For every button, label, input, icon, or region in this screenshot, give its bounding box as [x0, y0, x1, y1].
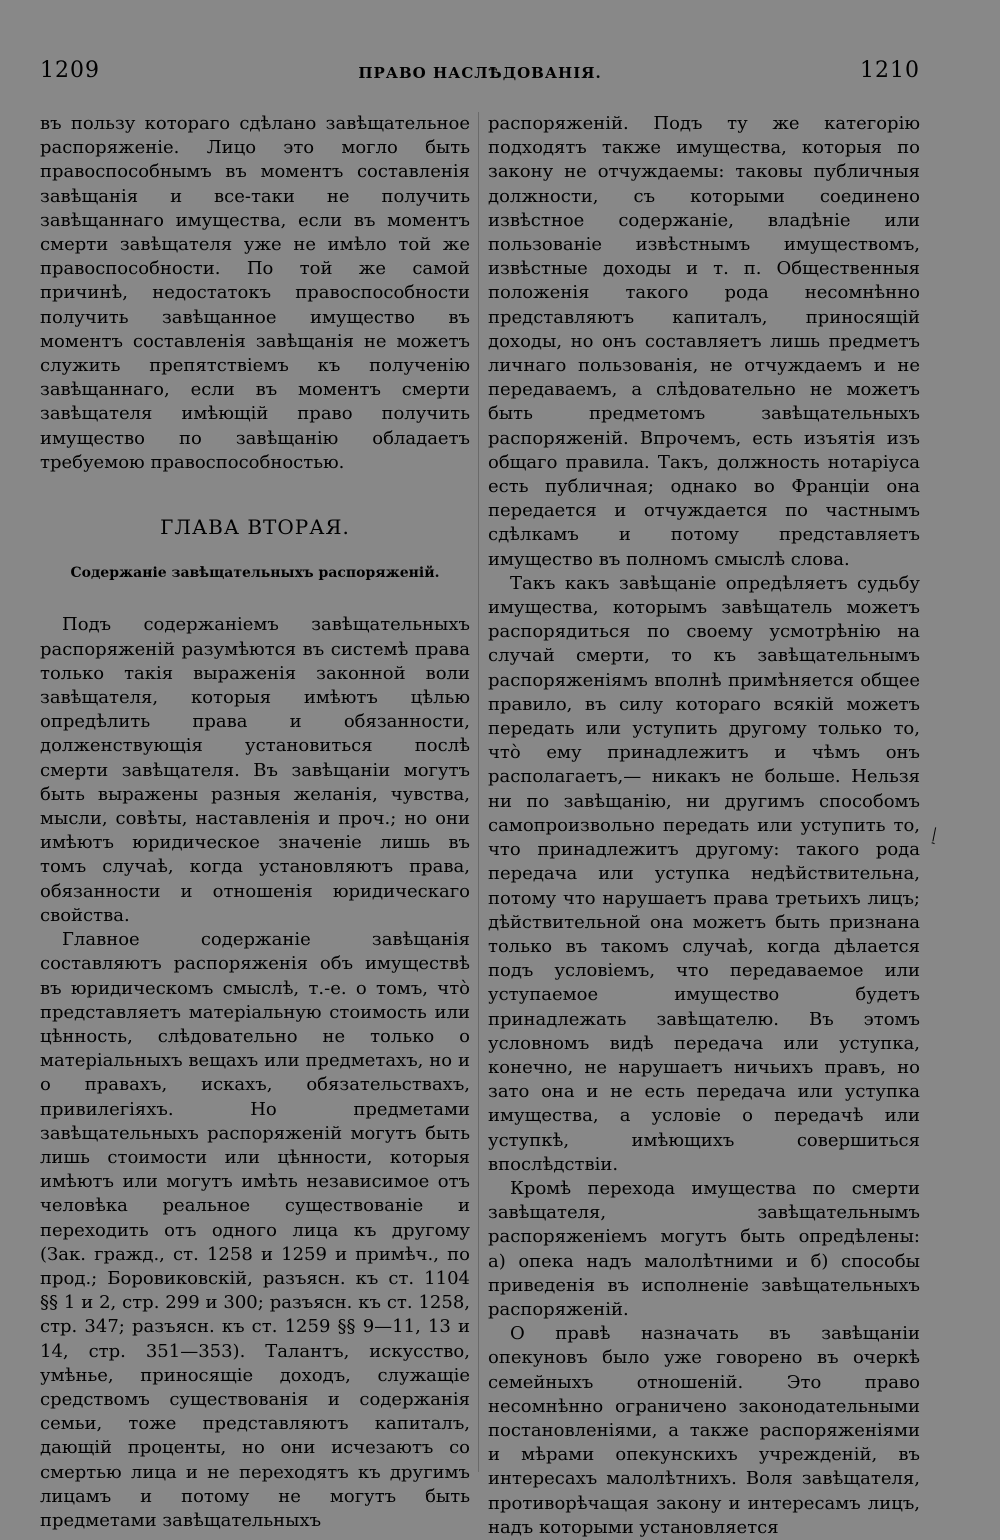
paragraph: въ пользу котораго сдѣлано завѣщательное распоряженіе. Лицо это могло быть правоспособнымъ въ моментъ составленія завѣщанія и все-таки не получить завѣщаннаго имущества, если въ моментъ смерти завѣщателя уже не имѣло той же правоспособности. По той же самой причинѣ, недостатокъ правоспособности получить завѣщанное имущество въ моментъ составленія завѣщанія не можетъ служить препятствіемъ къ полученію завѣщаннаго, если въ моментъ смерти завѣщателя имѣющій право получить имущество по завѣщанію обладаетъ требуемою правоспособностью.	[40, 113, 470, 473]
page-number-right: 1210	[860, 58, 920, 83]
page-header	[40, 58, 920, 90]
column-divider	[478, 112, 479, 1472]
paragraph: Кромѣ перехода имущества по смерти завѣщателя, завѣщательнымъ распоряженіемъ могутъ быть опредѣлены: а) опека надъ малолѣтними и б) способы приведенія въ исполненіе завѣщательныхъ распоряженій.	[488, 1177, 920, 1320]
left-column	[40, 112, 470, 1533]
margin-mark: ˏ⁄	[924, 825, 939, 846]
paragraph: Такъ какъ завѣщаніе опредѣляетъ судьбу имущества, которымъ завѣщатель можетъ распорядиться по своему усмотрѣнію на случай смерти, то къ завѣщательнымъ распоряженіямъ вполнѣ примѣняется общее правило, въ силу котораго всякій можетъ передать или уступить другому только то, что̀ ему принадлежитъ и чѣмъ онъ располагаетъ,— никакъ не больше. Нельзя ни по завѣщанію, ни другимъ способомъ самопроизвольно передать или уступить то, что принадлежитъ другому: такого рода передача или уступка недѣйствительна, потому что нарушаетъ права третьихъ лицъ; дѣйствительной она можетъ быть признана только въ такомъ случаѣ, когда дѣлается подъ условіемъ, что передаваемое или уступаемое имущество будетъ принадлежать завѣщателю. Въ этомъ условномъ видѣ передача или уступка, конечно, не нарушаетъ ничьихъ правъ, но зато она и не есть передача или уступка имущества, а условіе о передачѣ или уступкѣ, имѣющихъ совершиться впослѣдствіи.	[488, 572, 920, 1175]
chapter-subtitle: Содержаніе завѣщательныхъ распоряженій.	[70, 565, 440, 582]
running-title: ПРАВО НАСЛѢДОВАНІЯ.	[358, 64, 602, 82]
right-column	[488, 112, 920, 1540]
page-number-left: 1209	[40, 58, 100, 83]
paragraph: О правѣ назначать въ завѣщаніи опекуновъ было уже говорено въ очеркѣ семейныхъ отношеній. Это право несомнѣнно ограничено законодательными постановленіями, а также распоряженіями и мѣрами опекунскихъ учрежденій, въ интересахъ малолѣтнихъ. Воля завѣщателя, противорѣчащая закону и интересамъ лицъ, надъ которыми установляется	[488, 1323, 920, 1538]
paragraph: Главное содержаніе завѣщанія составляютъ распоряженія объ имуществѣ въ юридическомъ смыслѣ, т.-е. о томъ, что̀ представляетъ матеріальную стоимость или цѣнность, слѣдовательно не только о матеріальныхъ вещахъ или предметахъ, но и о правахъ, искахъ, обязательствахъ, привилегіяхъ. Но предметами завѣщательныхъ распоряженій могутъ быть лишь стоимости или цѣнности, которыя имѣютъ или могутъ имѣть независимое отъ человѣка реальное существованіе и переходить отъ одного лица къ другому (Зак. гражд., ст. 1258 и 1259 и примѣч., по прод.; Боровиковскій, разъясн. къ ст. 1104 §§ 1 и 2, стр. 299 и 300; разъясн. къ ст. 1258, стр. 347; разъясн. къ ст. 1259 §§ 9—11, 13 и 14, стр. 351—353). Талантъ, искусство, умѣнье, приносящіе доходъ, служащіе средствомъ существованія и содержанія семьи, тоже представляютъ капиталъ, дающій проценты, но они исчезаютъ со смертью лица и не переходятъ къ другимъ лицамъ и потому не могутъ быть предметами завѣщательныхъ	[40, 929, 470, 1531]
chapter-title: ГЛАВА ВТОРАЯ.	[160, 515, 350, 540]
paragraph: распоряженій. Подъ ту же категорію подходятъ также имущества, которыя по закону не отчуждаемы: таковы публичныя должности, съ которыми соединено извѣстное содержаніе, владѣніе или пользованіе извѣстнымъ имуществомъ, извѣстные доходы и т. п. Общественныя положенія такого рода несомнѣнно представляютъ капиталъ, приносящій доходы, но онъ составляетъ лишь предметъ личнаго пользованія, не отчуждаемъ и не передаваемъ, а слѣдовательно не можетъ быть предметомъ завѣщательныхъ распоряженій. Впрочемъ, есть изъятія изъ общаго правила. Такъ, должность нотаріуса есть публичная; однако во Франціи она передается и отчуждается по частнымъ сдѣлкамъ и потому представляетъ имущество въ полномъ смыслѣ слова.	[488, 113, 920, 570]
paragraph: Подъ содержаніемъ завѣщательныхъ распоряженій разумѣются въ системѣ права только такія выраженія законной воли завѣщателя, которыя имѣютъ цѣлью опредѣлить права и обязанности, долженствующія установиться послѣ смерти завѣщателя. Въ завѣщаніи могутъ быть выражены разныя желанія, чувства, мысли, совѣты, наставленія и проч.; но они имѣютъ юридическое значеніе лишь въ томъ случаѣ, когда установляютъ права, обязанности и отношенія юридическаго свойства.	[40, 614, 470, 926]
